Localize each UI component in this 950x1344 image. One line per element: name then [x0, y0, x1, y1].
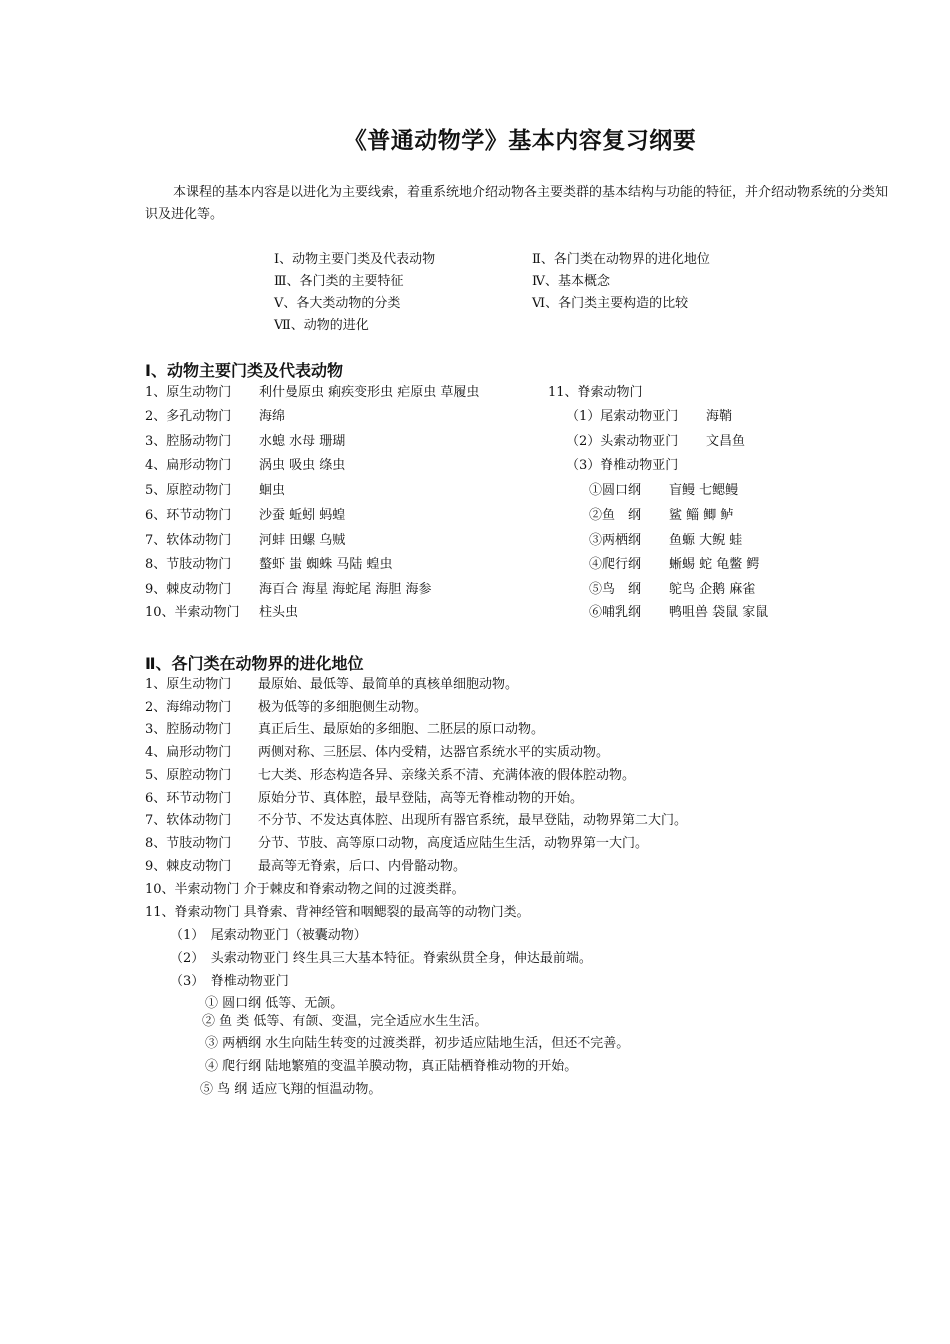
class-row: [589, 506, 733, 526]
section-1-heading: Ⅰ、动物主要门类及代表动物: [145, 361, 343, 380]
phylum-row: [145, 383, 479, 403]
subphylum-note: （3） 脊椎动物亚门: [170, 974, 289, 989]
evolution-label: 4、扁形动物门: [145, 745, 232, 760]
subphylum-label: （3）脊椎动物亚门: [566, 458, 679, 473]
class-note: ③ 两栖纲 水生向陆生转变的过渡类群，初步适应陆地生活，但还不完善。: [205, 1036, 630, 1051]
phylum-row: [145, 481, 285, 501]
toc-item: Ⅲ、各门类的主要特征: [274, 274, 404, 289]
evolution-row: [145, 743, 609, 763]
evolution-label: 7、软体动物门: [145, 813, 232, 828]
subphylum-label: （1）尾索动物亚门: [566, 409, 679, 424]
class-examples: 蜥蜴 蛇 龟鳖 鳄: [669, 557, 760, 572]
phylum-examples: 沙蚕 蚯蚓 蚂蝗: [259, 508, 346, 523]
class-row: [589, 580, 755, 600]
evolution-text: 真正后生、最原始的多细胞、二胚层的原口动物。: [258, 722, 545, 737]
phylum-row: [145, 603, 298, 623]
evolution-label: 5、原腔动物门: [145, 768, 232, 783]
phylum-examples: 蛔虫: [259, 483, 286, 498]
class-row: [589, 481, 738, 501]
evolution-label: 3、腔肠动物门: [145, 722, 232, 737]
evolution-row: [145, 857, 466, 877]
evolution-label: 1、原生动物门: [145, 677, 232, 692]
evolution-text: 七大类、形态构造各异、亲缘关系不清、充满体液的假体腔动物。: [258, 768, 636, 783]
class-label: ③两栖纲: [589, 533, 642, 548]
class-examples: 盲鳗 七鳃鳗: [669, 483, 739, 498]
evolution-text: 两侧对称、三胚层、体内受精，达器官系统水平的实质动物。: [258, 745, 610, 760]
phylum-examples: 海绵: [259, 409, 286, 424]
subphylum-row: [566, 407, 732, 427]
phylum-examples: 海百合 海星 海蛇尾 海胆 海参: [259, 582, 432, 597]
evolution-row: [145, 811, 687, 831]
phylum-examples: 螯虾 蚩 蜘蛛 马陆 蝗虫: [259, 557, 393, 572]
toc-item: Ⅵ、各门类主要构造的比较: [532, 296, 689, 311]
class-note: ⑤ 鸟 纲 适应飞翔的恒温动物。: [200, 1082, 382, 1097]
class-label: ②鱼 纲: [589, 508, 642, 523]
phylum-examples: 利什曼原虫 痢疾变形虫 疟原虫 草履虫: [259, 385, 480, 400]
toc-right-column: [532, 249, 710, 315]
subphylum-note: （1） 尾索动物亚门（被囊动物）: [170, 928, 367, 943]
evolution-text: 最原始、最低等、最简单的真核单细胞动物。: [258, 677, 519, 692]
phylum-row: [145, 456, 345, 476]
phylum-row: [145, 407, 285, 427]
class-label: ⑤鸟 纲: [589, 582, 642, 597]
evolution-row-11: 11、脊索动物门 具脊索、背神经管和咽鳃裂的最高等的动物门类。: [145, 905, 530, 920]
class-examples: 鱼螈 大鲵 蛙: [669, 533, 743, 548]
class-examples: 鲨 鲻 鲫 鲈: [669, 508, 734, 523]
class-note: ④ 爬行纲 陆地繁殖的变温羊膜动物，真正陆栖脊椎动物的开始。: [205, 1059, 578, 1074]
phylum-label: 1、原生动物门: [145, 385, 232, 400]
chordata-header: 11、脊索动物门: [548, 385, 643, 400]
phylum-label: 2、多孔动物门: [145, 409, 232, 424]
page-title: 《普通动物学》基本内容复习纲要: [343, 128, 697, 154]
phylum-row: [145, 531, 345, 551]
phylum-row: [145, 580, 432, 600]
class-note: ① 圆口纲 低等、无颌。: [205, 996, 344, 1011]
subphylum-examples: 海鞘: [706, 409, 733, 424]
toc-left-column: [274, 249, 435, 337]
toc-item: Ⅶ、动物的进化: [274, 318, 369, 333]
class-row: [589, 603, 768, 623]
class-examples: 鸵鸟 企鹅 麻雀: [669, 582, 756, 597]
evolution-row: [145, 698, 427, 718]
evolution-text: 分节、节肢、高等原口动物，高度适应陆生生活，动物界第一大门。: [258, 836, 649, 851]
evolution-row: [145, 766, 635, 786]
evolution-text: 原始分节、真体腔，最早登陆，高等无脊椎动物的开始。: [258, 791, 584, 806]
subphylum-label: （2）头索动物亚门: [566, 434, 679, 449]
phylum-row: [145, 506, 345, 526]
class-label: ④爬行纲: [589, 557, 642, 572]
phylum-examples: 柱头虫: [259, 605, 299, 620]
evolution-label: 6、环节动物门: [145, 791, 232, 806]
subphylum-examples: 文昌鱼: [706, 434, 746, 449]
toc-item: Ⅱ、各门类在动物界的进化地位: [532, 252, 710, 267]
phylum-row: [145, 555, 393, 575]
class-examples: 鸭咀兽 袋鼠 家鼠: [669, 605, 769, 620]
evolution-row: [145, 720, 544, 740]
toc-item: Ⅰ、动物主要门类及代表动物: [274, 252, 436, 267]
phylum-examples: 水螅 水母 珊瑚: [259, 434, 346, 449]
toc-item: Ⅴ、各大类动物的分类: [274, 296, 401, 311]
evolution-text: 最高等无脊索，后口、内骨骼动物。: [258, 859, 467, 874]
class-label: ⑥哺乳纲: [589, 605, 642, 620]
subphylum-note: （2） 头索动物亚门 终生具三大基本特征。脊索纵贯全身，伸达最前端。: [170, 951, 592, 966]
phylum-label: 5、原腔动物门: [145, 483, 232, 498]
phylum-label: 8、节肢动物门: [145, 557, 232, 572]
phylum-label: 3、腔肠动物门: [145, 434, 232, 449]
phylum-examples: 涡虫 吸虫 绦虫: [259, 458, 346, 473]
evolution-text: 不分节、不发达真体腔、出现所有器官系统，最早登陆，动物界第二大门。: [258, 813, 688, 828]
phylum-label: 10、半索动物门: [145, 605, 240, 620]
subphylum-row: [566, 456, 706, 476]
toc-item: Ⅳ、基本概念: [532, 274, 610, 289]
phylum-examples: 河蚌 田螺 乌贼: [259, 533, 346, 548]
subphylum-row: [566, 432, 745, 452]
evolution-row: [145, 675, 518, 695]
evolution-row: [145, 834, 648, 854]
evolution-text: 极为低等的多细胞侧生动物。: [258, 700, 428, 715]
phylum-label: 6、环节动物门: [145, 508, 232, 523]
phylum-label: 4、扁形动物门: [145, 458, 232, 473]
phylum-label: 9、棘皮动物门: [145, 582, 232, 597]
class-label: ①圆口纲: [589, 483, 642, 498]
evolution-row: [145, 789, 583, 809]
class-note: ② 鱼 类 低等、有颌、变温，完全适应水生生活。: [202, 1014, 488, 1029]
evolution-label: 2、海绵动物门: [145, 700, 232, 715]
class-row: [589, 531, 742, 551]
class-row: [589, 555, 759, 575]
phylum-label: 7、软体动物门: [145, 533, 232, 548]
evolution-row-10: 10、半索动物门 介于棘皮和脊索动物之间的过渡类群。: [145, 882, 465, 897]
phylum-row: [145, 432, 345, 452]
evolution-label: 9、棘皮动物门: [145, 859, 232, 874]
intro-paragraph: 本课程的基本内容是以进化为主要线索，着重系统地介绍动物各主要类群的基本结构与功能的特征，并介绍动物系统的分类知识及进化等。: [145, 185, 889, 222]
evolution-label: 8、节肢动物门: [145, 836, 232, 851]
section-2-heading: Ⅱ、各门类在动物界的进化地位: [145, 654, 364, 673]
